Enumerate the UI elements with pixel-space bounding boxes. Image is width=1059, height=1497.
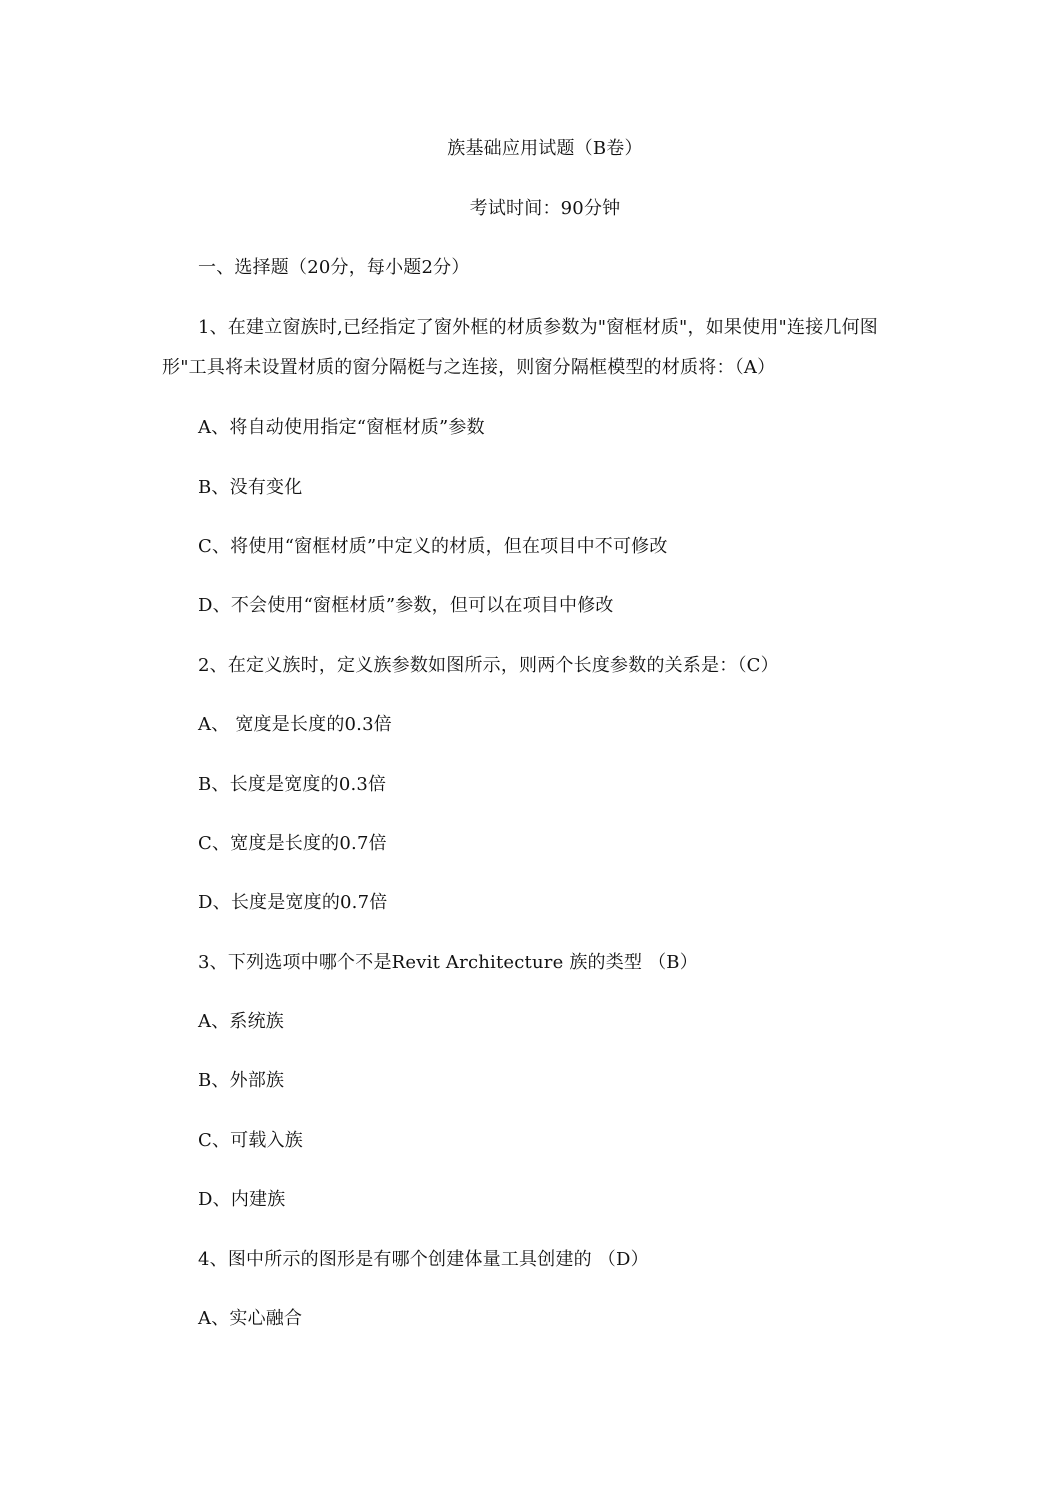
question-1-option-c: C、将使用“窗框材质”中定义的材质，但在项目中不可修改 bbox=[198, 536, 668, 557]
question-3-option-b: B、外部族 bbox=[198, 1070, 285, 1091]
question-1-option-b: B、没有变化 bbox=[198, 477, 303, 498]
question-2-stem: 2、在定义族时，定义族参数如图所示，则两个长度参数的关系是：（C） bbox=[198, 655, 779, 676]
question-2-option-d: D、长度是宽度的0.7倍 bbox=[198, 892, 388, 913]
question-3-option-d: D、内建族 bbox=[198, 1189, 286, 1210]
question-2-option-b: B、长度是宽度的0.3倍 bbox=[198, 774, 387, 795]
question-3-stem: 3、下列选项中哪个不是Revit Architecture 族的类型 （B） bbox=[198, 952, 698, 973]
document-title: 族基础应用试题（B卷） bbox=[447, 138, 643, 159]
question-4-stem: 4、图中所示的图形是有哪个创建体量工具创建的 （D） bbox=[198, 1249, 649, 1270]
question-1-option-a: A、将自动使用指定“窗框材质”参数 bbox=[198, 417, 485, 438]
question-3-option-c: C、可载入族 bbox=[198, 1130, 303, 1151]
question-2-option-c: C、宽度是长度的0.7倍 bbox=[198, 833, 387, 854]
exam-time: 考试时间：90分钟 bbox=[469, 198, 621, 219]
question-1-option-d: D、不会使用“窗框材质”参数，但可以在项目中修改 bbox=[198, 595, 614, 616]
question-1-stem-line-2: 形"工具将未设置材质的窗分隔梃与之连接，则窗分隔框模型的材质将：（A） bbox=[162, 357, 776, 378]
section-heading: 一、选择题（20分，每小题2分） bbox=[198, 257, 470, 278]
question-4-option-a: A、实心融合 bbox=[198, 1308, 303, 1329]
question-2-option-a: A、 宽度是长度的0.3倍 bbox=[198, 714, 392, 735]
question-3-option-a: A、系统族 bbox=[198, 1011, 284, 1032]
question-1-stem-line-1: 1、在建立窗族时,已经指定了窗外框的材质参数为"窗框材质"，如果使用"连接几何图 bbox=[198, 317, 879, 338]
